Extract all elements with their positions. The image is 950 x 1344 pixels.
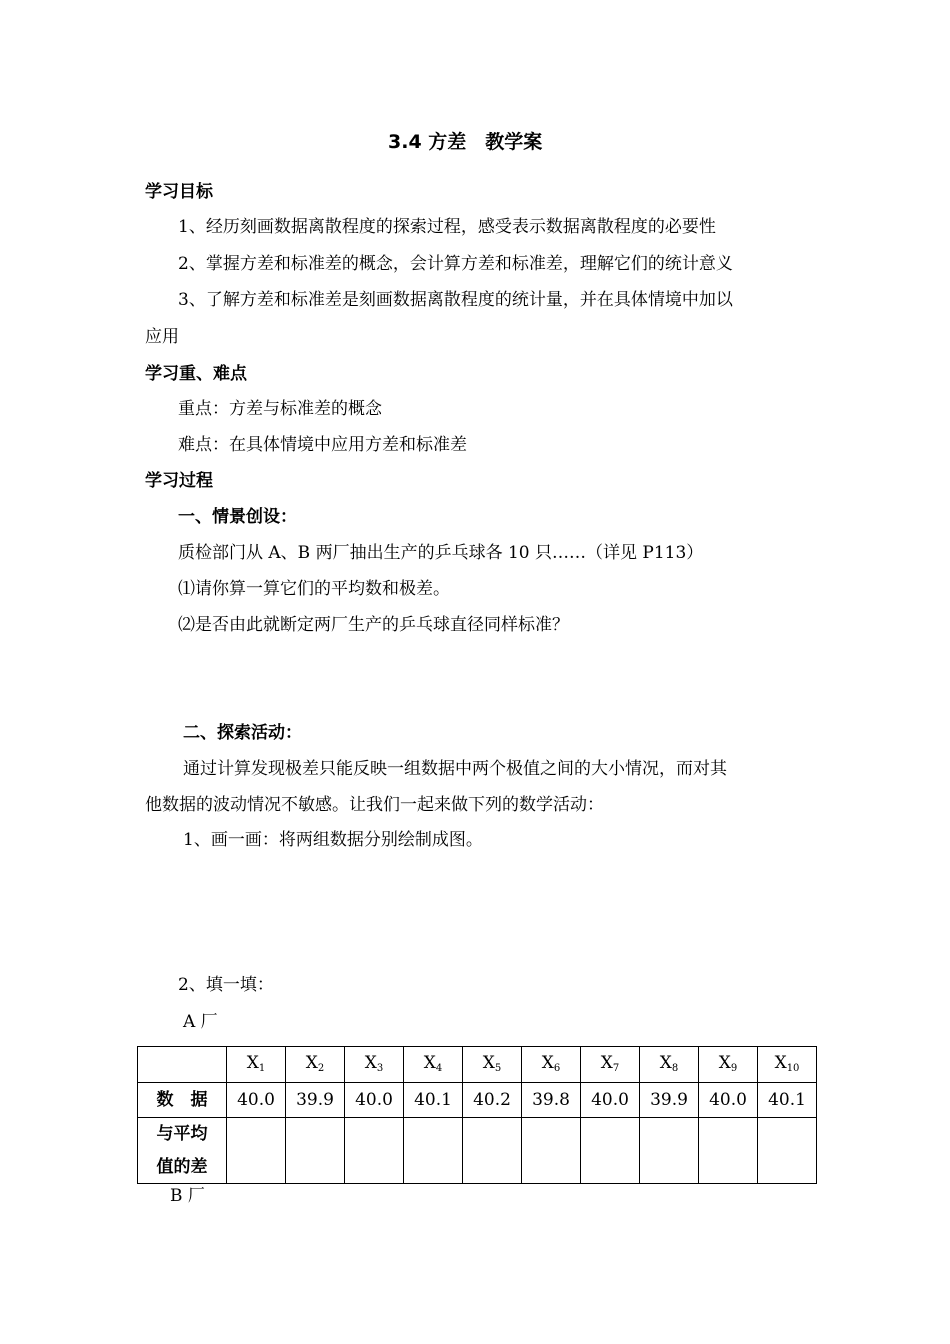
diff-cell (699, 1118, 758, 1184)
factory-a-table (137, 1046, 817, 1184)
header-base: X (423, 1053, 436, 1073)
header-subscript: 1 (258, 1063, 266, 1074)
section-2-heading: 二、探索活动： (183, 723, 302, 743)
question-1: ⑴请你算一算它们的平均数和极差。 (178, 579, 450, 599)
section-1-intro: 质检部门从 A、B 两厂抽出生产的乒乓球各 10 只……（详见 P113） (178, 543, 704, 563)
data-cell: 40.2 (463, 1083, 522, 1118)
header-empty-cell (138, 1047, 227, 1083)
diff-cell (522, 1118, 581, 1184)
goal-item-3-line-1: 3、了解方差和标准差是刻画数据离散程度的统计量，并在具体情境中加以 (178, 290, 733, 310)
diff-cell (286, 1118, 345, 1184)
header-base: X (305, 1053, 318, 1073)
diff-row-label-line-2: 值的差 (156, 1156, 208, 1177)
activity-step-1: 1、画一画：将两组数据分别绘制成图。 (183, 830, 483, 850)
header-base: X (364, 1053, 377, 1073)
key-point: 重点：方差与标准差的概念 (178, 399, 382, 419)
header-subscript: 4 (435, 1063, 443, 1074)
header-cell-x4 (404, 1047, 463, 1083)
diff-cell (345, 1118, 404, 1184)
section-1-heading: 一、情景创设： (178, 507, 297, 527)
diff-cell (463, 1118, 522, 1184)
header-subscript: 10 (786, 1063, 800, 1074)
table-data-row (138, 1083, 817, 1118)
header-cell-x6 (522, 1047, 581, 1083)
header-base: X (774, 1053, 787, 1073)
header-base: X (541, 1053, 554, 1073)
table-header-row (138, 1047, 817, 1083)
header-subscript: 8 (671, 1063, 679, 1074)
factory-b-label: B 厂 (170, 1186, 205, 1206)
diff-row-label-line-1: 与平均 (156, 1124, 208, 1145)
header-cell-x7 (581, 1047, 640, 1083)
section-2-para-line-1: 通过计算发现极差只能反映一组数据中两个极值之间的大小情况，而对其 (183, 759, 727, 779)
header-cell-x9 (699, 1047, 758, 1083)
page-title: 3.4 方差 教学案 (388, 131, 543, 153)
diff-row-label (138, 1118, 227, 1184)
data-cell: 39.8 (522, 1083, 581, 1118)
data-cell: 40.1 (404, 1083, 463, 1118)
diff-cell (404, 1118, 463, 1184)
section-2-para-line-2: 他数据的波动情况不敏感。让我们一起来做下列的数学活动： (145, 795, 604, 815)
header-cell-x10 (758, 1047, 817, 1083)
header-subscript: 9 (730, 1063, 738, 1074)
header-subscript: 5 (494, 1063, 502, 1074)
goal-item-2: 2、掌握方差和标准差的概念，会计算方差和标准差，理解它们的统计意义 (178, 254, 733, 274)
data-cell: 40.0 (227, 1083, 286, 1118)
difficulty-point: 难点：在具体情境中应用方差和标准差 (178, 435, 467, 455)
data-cell: 40.0 (699, 1083, 758, 1118)
header-cell-x1 (227, 1047, 286, 1083)
header-cell-x2 (286, 1047, 345, 1083)
question-2: ⑵是否由此就断定两厂生产的乒乓球直径同样标准？ (178, 615, 569, 635)
header-base: X (600, 1053, 613, 1073)
header-subscript: 6 (553, 1063, 561, 1074)
diff-cell (581, 1118, 640, 1184)
header-cell-x3 (345, 1047, 404, 1083)
header-base: X (482, 1053, 495, 1073)
header-subscript: 3 (376, 1063, 384, 1074)
data-row-label: 数 据 (138, 1083, 227, 1118)
diff-cell (227, 1118, 286, 1184)
process-heading: 学习过程 (145, 471, 213, 491)
data-cell: 40.0 (345, 1083, 404, 1118)
data-cell: 40.1 (758, 1083, 817, 1118)
diff-cell (640, 1118, 699, 1184)
data-cell: 40.0 (581, 1083, 640, 1118)
goal-item-3-line-2: 应用 (145, 327, 179, 347)
goals-heading: 学习目标 (145, 182, 213, 202)
header-base: X (718, 1053, 731, 1073)
header-subscript: 2 (317, 1063, 325, 1074)
factory-a-label: A 厂 (183, 1012, 218, 1032)
key-points-heading: 学习重、难点 (145, 364, 247, 384)
header-base: X (246, 1053, 259, 1073)
data-cell: 39.9 (640, 1083, 699, 1118)
header-cell-x8 (640, 1047, 699, 1083)
data-cell: 39.9 (286, 1083, 345, 1118)
diff-cell (758, 1118, 817, 1184)
header-cell-x5 (463, 1047, 522, 1083)
activity-step-2: 2、填一填： (178, 975, 274, 995)
table-diff-row (138, 1118, 817, 1184)
header-base: X (659, 1053, 672, 1073)
header-subscript: 7 (612, 1063, 620, 1074)
goal-item-1: 1、经历刻画数据离散程度的探索过程，感受表示数据离散程度的必要性 (178, 217, 716, 237)
